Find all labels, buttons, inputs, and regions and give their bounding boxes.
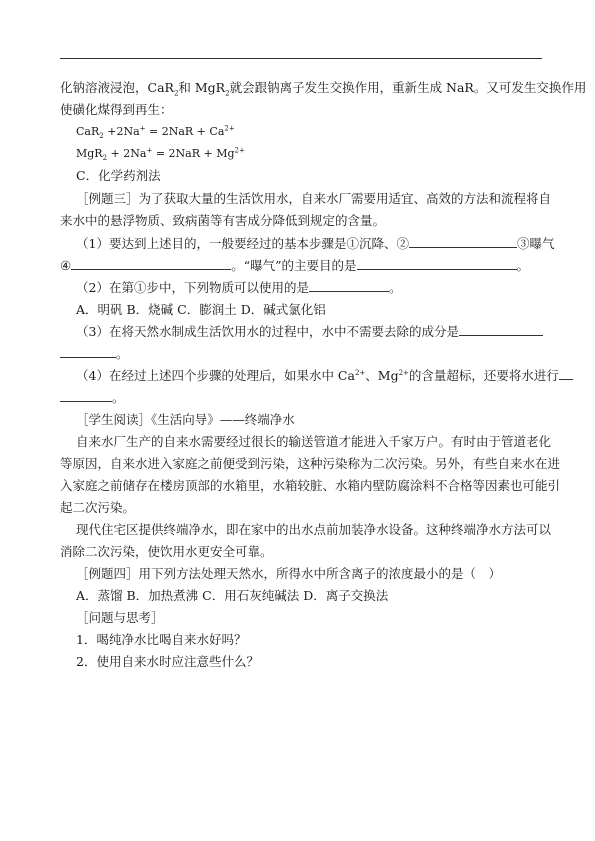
example-3-q3-line-2: 。 (60, 346, 129, 362)
reading-paragraph-1-line-2: 等原因，自来水进入家庭之前便受到污染，这种污染称为二次污染。另外，有些自来水在进 (60, 456, 561, 471)
example-4-options: A．蒸馏 B．加热煮沸 C．用石灰纯碱法 D．离子交换法 (76, 588, 389, 603)
reading-paragraph-1-line-4: 起二次污染。 (60, 500, 136, 515)
reading-paragraph-1-line-3: 入家庭之前储存在楼房顶部的水箱里，水箱较脏、水箱内壁防腐涂料不合格等因素也可能引 (60, 478, 561, 493)
header-rule (60, 58, 542, 59)
answer-blank[interactable] (60, 346, 116, 358)
answer-blank[interactable] (309, 280, 389, 292)
example-3-q1-line-2: ④ 。“曝气”的主要目的是 。 (60, 258, 530, 273)
answer-blank[interactable] (60, 390, 112, 402)
example-3-q4-line-2: 。 (60, 390, 125, 406)
think-title: ［问题与思考］ (76, 610, 164, 625)
equation-1: $CaR_2 +2Na^+ = 2NaR + Ca^{2+}$ (76, 124, 235, 141)
example-3-q1-line-1: （1）要达到上述目的，一般要经过的基本步骤是①沉降、② ③曝气 (76, 236, 555, 251)
example-3-q4-line-1: （4）在经过上述四个步骤的处理后，如果水中 $Ca^{2+}$、$Mg^{2+}$的含量超标，还要将水进行 (76, 368, 573, 384)
equation-2: $MgR_2 + 2Na^+ = 2NaR + Mg^{2+}$ (76, 146, 245, 163)
answer-blank[interactable] (409, 236, 517, 248)
reading-paragraph-1-line-1: 自来水厂生产的自来水需要经过很长的输送管道才能进入千家万户。有时由于管道老化 (76, 434, 552, 449)
example-4-question: ［例题四］用下列方法处理天然水，所得水中所含离子的浓度最小的是（ ） (76, 566, 502, 581)
think-question-2: 2．使用自来水时应注意些什么？ (76, 654, 259, 669)
reading-paragraph-2-line-2: 消除二次污染，使饮用水更安全可靠。 (60, 544, 273, 559)
reading-title: ［学生阅读］《生活向导》——终端净水 (76, 412, 295, 427)
reading-paragraph-2-line-1: 现代住宅区提供终端净水，即在家中的出水点前加装净水设备。这种终端净水方法可以 (76, 522, 552, 537)
example-3-q2: （2）在第①步中，下列物质可以使用的是 。 (76, 280, 402, 295)
answer-blank[interactable] (71, 258, 231, 270)
answer-blank[interactable] (357, 258, 517, 270)
section-c-heading: C．化学药剂法 (76, 168, 161, 183)
example-3-line-1: ［例题三］为了获取大量的生活饮用水，自来水厂需要用适宜、高效的方法和流程将自 (76, 191, 552, 206)
intro-line-2: 使磺化煤得到再生： (60, 102, 173, 117)
answer-blank[interactable] (559, 368, 573, 380)
intro-line-1: 化钠溶液浸泡，CaR$_2$和 MgR$_2$就会跟钠离子发生交换作用，重新生成 NaR。又可发生交换作用 (60, 80, 587, 98)
think-question-1: 1．喝纯净水比喝自来水好吗？ (76, 632, 247, 647)
answer-blank[interactable] (459, 324, 543, 336)
example-3-q2-options: A．明矾 B．烧碱 C．膨润土 D．碱式氯化铝 (76, 302, 326, 317)
example-3-q3-line-1: （3）在将天然水制成生活饮用水的过程中，水中不需要去除的成分是 (76, 324, 543, 340)
example-3-line-2: 来水中的悬浮物质、致病菌等有害成分降低到规定的含量。 (60, 213, 386, 228)
